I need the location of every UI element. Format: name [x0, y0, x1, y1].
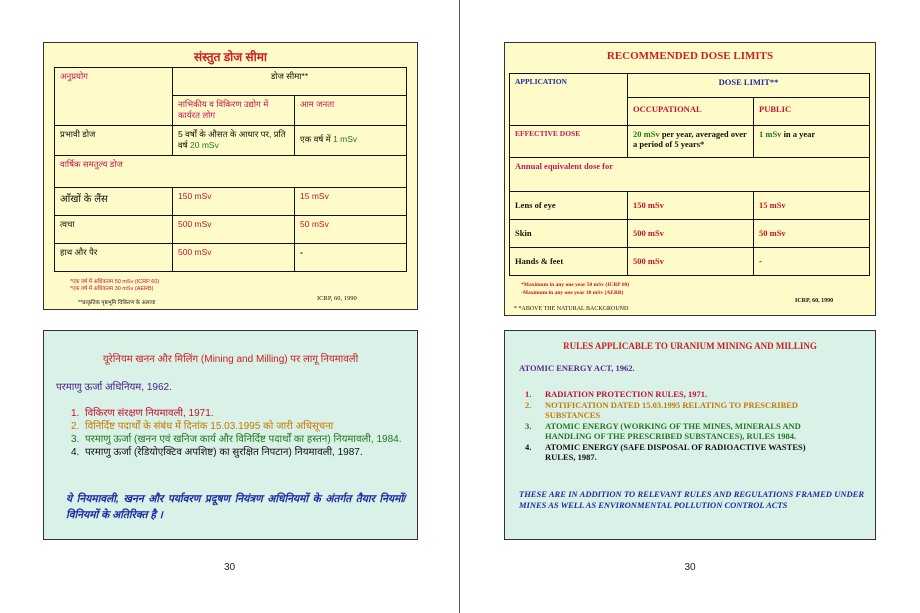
effective-dose-label: प्रभावी डोज — [55, 126, 173, 156]
rules-list — [71, 407, 411, 459]
effective-occupational-text: per year, averaged over a period of 5 years* — [633, 129, 747, 149]
effective-public-value: 1 mSv — [759, 129, 782, 139]
hindi-rules-slide — [43, 330, 418, 540]
rule-text: परमाणु ऊर्जा (खनन एवं खनिज कार्य और विनिर्दिष्ट पदार्थों का हस्तन) नियमावली, 1984. — [85, 434, 402, 445]
rule-item — [525, 400, 825, 421]
effective-public-cell — [754, 126, 870, 158]
footnote-icrp: *Maximum in any one year 50 mSv (ICRP 60) — [521, 282, 630, 288]
occupational-header: OCCUPATIONAL — [628, 98, 754, 126]
row-label-hands: Hands & feet — [510, 248, 628, 276]
effective-occupational-cell — [173, 126, 295, 156]
row-label-skin: Skin — [510, 220, 628, 248]
occupational-header: नाभिकीय व विकिरण उद्योग में कार्यरत लोग — [173, 96, 295, 126]
row-pub-hands: - — [295, 244, 407, 272]
effective-occupational-cell — [628, 126, 754, 158]
row-label-lens: Lens of eye — [510, 192, 628, 220]
rule-number: 1. — [525, 389, 532, 399]
row-pub-hands: - — [754, 248, 870, 276]
dose-limit-header: DOSE LIMIT** — [628, 74, 870, 98]
effective-occupational-text: 5 वर्षों के औसत के आधार पर, प्रति वर्ष — [178, 129, 286, 150]
public-header: आम जनता — [295, 96, 407, 126]
row-pub-skin: 50 mSv — [754, 220, 870, 248]
footnote-aerb: -Maximum in any one year 30 mSv (AERB) — [521, 290, 624, 296]
dose-limit-header: डोज सीमा** — [173, 68, 407, 96]
closing-statement: ये नियमावली, खनन और पर्यावरण प्रदूषण नियंत्रण अधिनियमों के अंतर्गत तैयार नियमों/विनियमों के अतिरिक्त है । — [66, 493, 406, 521]
application-header: अनुप्रयोग — [55, 68, 173, 126]
effective-occupational-value: 20 mSv — [190, 140, 219, 150]
rule-text: परमाणु ऊर्जा (रेडियोएक्टिव अपशिष्ट) का सुरक्षित निपटान) नियमावली, 1987. — [85, 447, 363, 458]
annual-equivalent-label: Annual equivalent dose for — [510, 158, 870, 192]
rule-text: RADIATION PROTECTION RULES, 1971. — [545, 389, 708, 399]
page-number: 30 — [223, 562, 236, 573]
rule-text: ATOMIC ENERGY (SAFE DISPOSAL OF RADIOACTIVE WASTES) RULES, 1987. — [545, 441, 806, 462]
effective-public-text: एक वर्ष में — [300, 134, 331, 144]
rule-item — [525, 389, 825, 400]
effective-public-cell — [295, 126, 407, 156]
rule-text: ATOMIC ENERGY (WORKING OF THE MINES, MINERALS AND HANDLING OF THE PRESCRIBED SUBSTANCES), RULES 1984. — [545, 420, 801, 441]
rule-number: 3. — [525, 420, 532, 431]
rule-number: 4. — [525, 441, 532, 452]
row-occ-skin: 500 mSv — [628, 220, 754, 248]
slide-title: संस्तुत डोज सीमा — [193, 50, 268, 64]
annual-equivalent-label: वार्षिक समतुल्य डोज — [55, 156, 407, 188]
rule-number: 1. — [71, 408, 80, 419]
dose-limits-table — [509, 73, 870, 276]
rule-item — [525, 421, 825, 442]
effective-occupational-value: 20 mSv — [633, 129, 660, 139]
row-occ-skin: 500 mSv — [173, 216, 295, 244]
right-page — [460, 0, 920, 613]
footnote-aerb: *एक वर्ष में अधिकतम 30 mSv (AERB) — [70, 286, 154, 292]
act-label: ATOMIC ENERGY ACT, 1962. — [519, 363, 635, 373]
effective-dose-label: EFFECTIVE DOSE — [510, 126, 628, 158]
rule-item — [71, 420, 411, 433]
rule-number: 4. — [71, 447, 80, 458]
rule-item — [71, 407, 411, 420]
public-header: PUBLIC — [754, 98, 870, 126]
row-occ-hands: 500 mSv — [628, 248, 754, 276]
hindi-dose-limits-slide — [43, 42, 418, 310]
slide-title: यूरेनियम खनन और मिलिंग (Mining and Milling) पर लागू नियमावली — [102, 354, 359, 365]
rule-text: NOTIFICATION DATED 15.03.1995 RELATING TO PRESCRIBED SUBSTANCES — [545, 399, 799, 420]
rule-item — [71, 433, 411, 446]
row-pub-skin: 50 mSv — [295, 216, 407, 244]
effective-public-value: 1 mSv — [333, 134, 358, 144]
footnote-background: **प्राकृतिक पृष्ठभूमि विकिरण के अलावा — [78, 300, 156, 306]
row-label-hands: हाथ और पैर — [55, 244, 173, 272]
row-label-skin: त्वचा — [55, 216, 173, 244]
slide-title: RECOMMENDED DOSE LIMITS — [606, 50, 774, 62]
row-label-lens: आँखों के लैंस — [55, 188, 173, 216]
footnote-background: * *ABOVE THE NATURAL BACKGROUND — [514, 306, 629, 312]
english-rules-slide — [504, 330, 876, 540]
english-dose-limits-slide — [504, 42, 876, 316]
act-label: परमाणु ऊर्जा अधिनियम, 1962. — [56, 382, 172, 393]
page-number: 30 — [684, 562, 696, 573]
application-header: APPLICATION — [510, 74, 628, 126]
rule-text: विनिर्दिष्ट पदार्थों के संबंध में दिनांक 15.03.1995 को जारी अधिसूचना — [85, 421, 334, 432]
rule-number: 2. — [525, 399, 532, 410]
reference-label: ICRP, 60, 1990 — [317, 295, 357, 302]
rule-number: 2. — [71, 421, 80, 432]
slide-title: RULES APPLICABLE TO URANIUM MINING AND MILLING — [563, 341, 817, 351]
rule-item — [71, 446, 411, 459]
rule-text: विकिरण संरक्षण नियमावली, 1971. — [85, 408, 214, 419]
closing-statement: THESE ARE IN ADDITION TO RELEVANT RULES AND REGULATIONS FRAMED UNDER MINES AS WELL AS ENVIRONMENTAL POLLUTION CONTROL ACTS — [519, 489, 864, 510]
row-occ-hands: 500 mSv — [173, 244, 295, 272]
row-pub-lens: 15 mSv — [754, 192, 870, 220]
dose-limits-table — [54, 67, 407, 272]
row-occ-lens: 150 mSv — [173, 188, 295, 216]
reference-label: ICRP, 60, 1990 — [795, 298, 834, 304]
row-occ-lens: 150 mSv — [628, 192, 754, 220]
effective-public-text: in a year — [783, 129, 816, 139]
row-pub-lens: 15 mSv — [295, 188, 407, 216]
rule-number: 3. — [71, 434, 80, 445]
rule-item — [525, 442, 825, 463]
rules-list — [525, 389, 825, 463]
footnote-icrp: *एक वर्ष में अधिकतम 50 mSv (ICRP 60) — [70, 279, 160, 285]
